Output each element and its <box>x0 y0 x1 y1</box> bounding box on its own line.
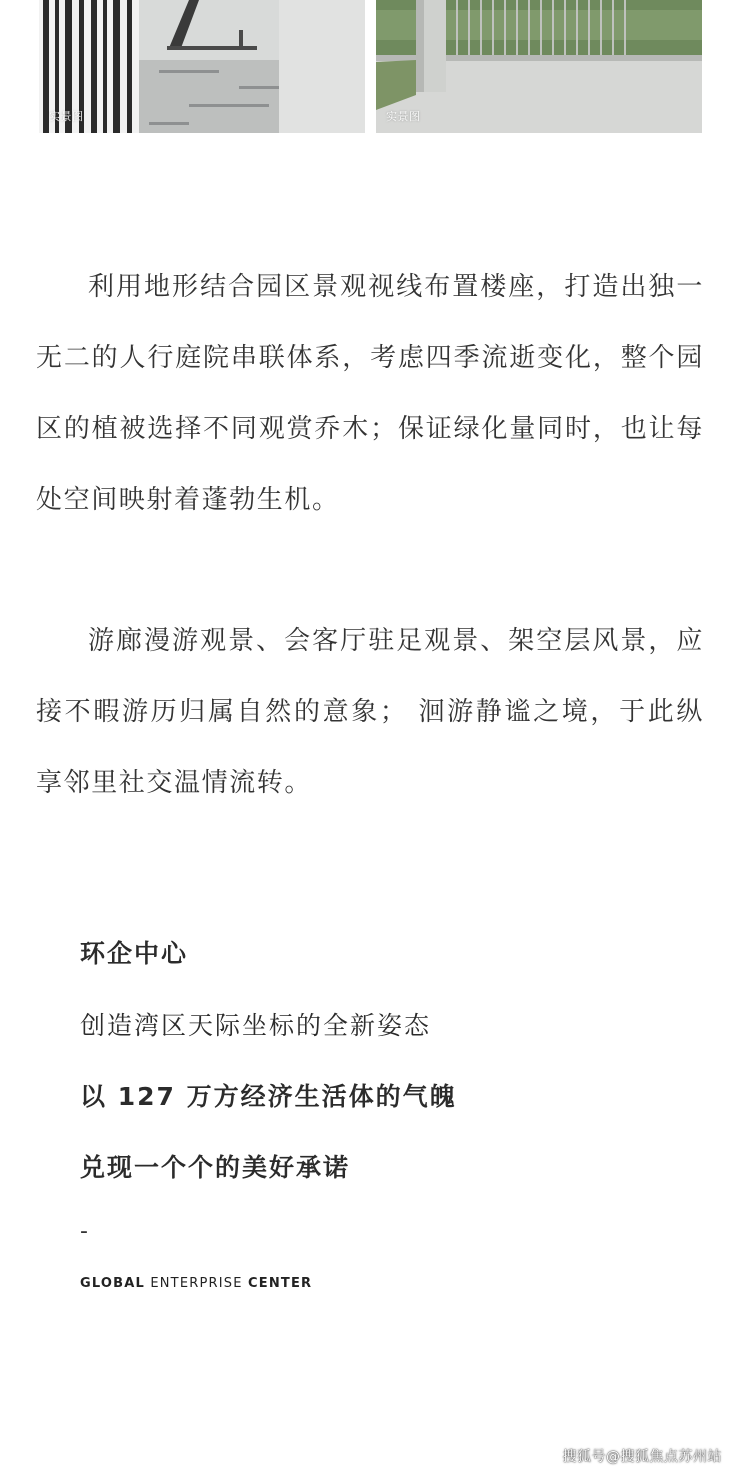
tagline-word: GLOBAL <box>80 1276 145 1291</box>
tagline-word: ENTERPRISE <box>150 1276 243 1291</box>
section-title: 环企中心 <box>80 939 189 968</box>
watermark: 搜狐号@搜狐焦点苏州站 <box>562 1449 722 1465</box>
tagline-word: CENTER <box>248 1276 313 1291</box>
photo-left <box>39 0 365 133</box>
photo-caption: 实景图 <box>49 110 84 123</box>
photo-right <box>376 0 702 133</box>
lobby-illustration <box>39 0 365 133</box>
feature-line: 创造湾区天际坐标的全新姿态 <box>80 1011 432 1040</box>
body-paragraph: 游廊漫游观景、会客厅驻足观景、架空层风景，应接不暇游历归属自然的意象； 洄游静谧之境，于此纵享邻里社交温情流转。 <box>36 626 704 798</box>
photo-caption: 实景图 <box>386 110 421 123</box>
feature-line: 兑现一个个的美好承诺 <box>80 1153 351 1182</box>
tagline <box>80 1276 312 1291</box>
divider-dash: - <box>80 1219 88 1244</box>
feature-line: 以 127 万方经济生活体的气魄 <box>80 1082 457 1111</box>
courtyard-illustration <box>376 0 702 133</box>
body-paragraph: 利用地形结合园区景观视线布置楼座，打造出独一无二的人行庭院串联体系，考虑四季流逝变化，整个园区的植被选择不同观赏乔木；保证绿化量同时，也让每处空间映射着蓬勃生机。 <box>36 272 704 515</box>
